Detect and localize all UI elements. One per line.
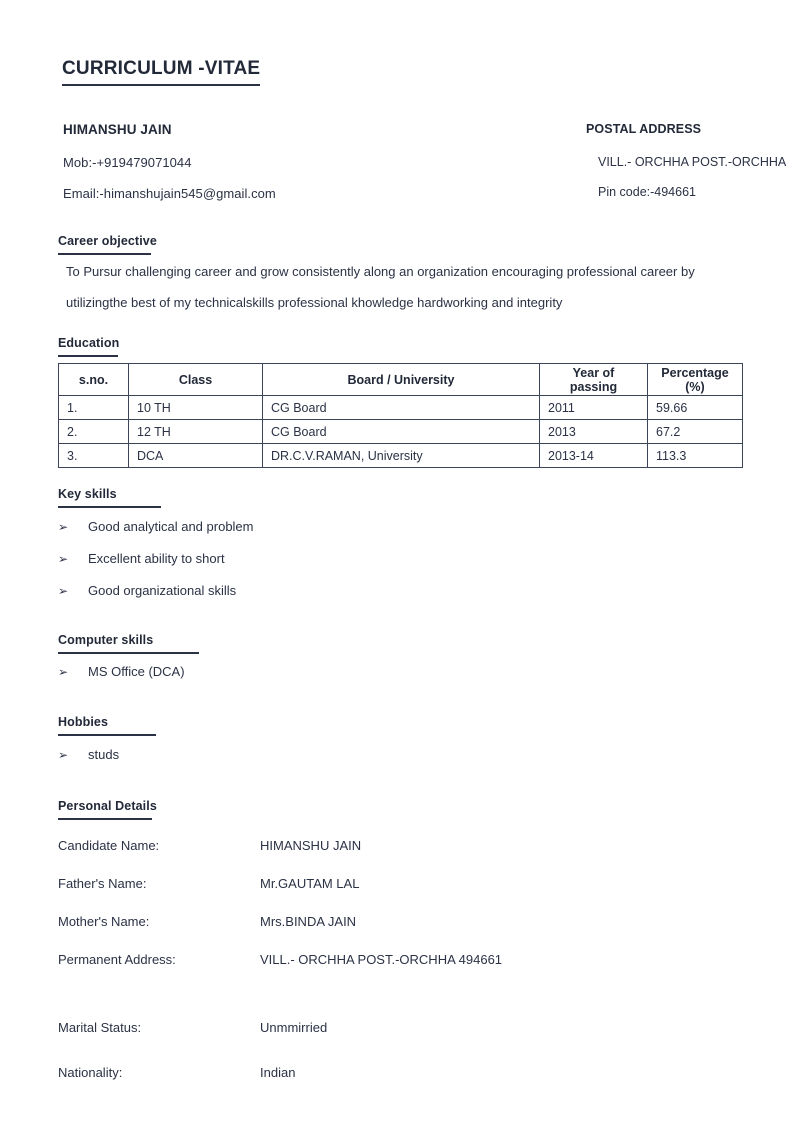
section-heading-career-objective bbox=[58, 234, 157, 255]
section-heading-hobbies bbox=[58, 715, 156, 736]
arrow-bullet-icon: ➢ bbox=[58, 519, 69, 534]
computer-skills-list bbox=[58, 664, 185, 679]
column-header-percentage: Percentage (%) bbox=[648, 364, 743, 396]
cell-class: 10 TH bbox=[129, 396, 263, 420]
detail-value: Indian bbox=[260, 1065, 296, 1080]
list-item-label: MS Office (DCA) bbox=[88, 664, 185, 679]
arrow-bullet-icon: ➢ bbox=[58, 664, 69, 679]
detail-value: Mrs.BINDA JAIN bbox=[260, 914, 357, 929]
detail-label: Candidate Name: bbox=[58, 838, 160, 853]
education-heading-text: Education bbox=[58, 336, 120, 350]
heading-underline bbox=[58, 506, 161, 508]
cell-class: DCA bbox=[129, 444, 263, 468]
career-objective-body bbox=[66, 264, 766, 310]
table-row bbox=[59, 444, 743, 468]
postal-pin-code: Pin code:-494661 bbox=[598, 185, 696, 199]
cell-sno: 1. bbox=[59, 396, 129, 420]
email-address: Email:-himanshujain545@gmail.com bbox=[63, 186, 276, 201]
list-item bbox=[58, 747, 119, 762]
education-table bbox=[58, 363, 743, 468]
list-item bbox=[58, 519, 286, 534]
heading-underline bbox=[58, 734, 156, 736]
section-heading-computer-skills bbox=[58, 633, 199, 654]
detail-row-mothers-name bbox=[58, 914, 698, 929]
cell-year: 2013 bbox=[540, 420, 648, 444]
cell-percentage: 113.3 bbox=[648, 444, 743, 468]
detail-label: Nationality: bbox=[58, 1065, 123, 1080]
key-skills-list bbox=[58, 519, 286, 598]
postal-address-block bbox=[586, 122, 800, 215]
heading-underline bbox=[58, 355, 118, 357]
detail-value: Mr.GAUTAM LAL bbox=[260, 876, 360, 891]
detail-row-nationality bbox=[58, 1065, 698, 1080]
candidate-name: HIMANSHU JAIN bbox=[63, 122, 172, 137]
mobile-number: Mob:-+919479071044 bbox=[63, 155, 192, 170]
cell-board: CG Board bbox=[263, 420, 540, 444]
heading-underline bbox=[58, 253, 151, 255]
postal-address-title: POSTAL ADDRESS bbox=[586, 122, 702, 136]
table-header-row bbox=[59, 364, 743, 396]
list-item bbox=[58, 583, 286, 598]
career-objective-line-2: utilizingthe best of my technicalskills professional khowledge hardworking and integrity bbox=[66, 295, 563, 310]
section-heading-education bbox=[58, 336, 119, 357]
cell-class: 12 TH bbox=[129, 420, 263, 444]
detail-label: Marital Status: bbox=[58, 1020, 142, 1035]
hobbies-list bbox=[58, 747, 119, 762]
cell-percentage: 67.2 bbox=[648, 420, 743, 444]
cell-sno: 3. bbox=[59, 444, 129, 468]
heading-underline bbox=[58, 818, 152, 820]
section-heading-key-skills bbox=[58, 487, 161, 508]
detail-value: Unmmirried bbox=[260, 1020, 328, 1035]
cell-year: 2011 bbox=[540, 396, 648, 420]
detail-label: Permanent Address: bbox=[58, 952, 176, 967]
career-objective-line-1: To Pursur challenging career and grow consistently along an organization encouraging professional career by bbox=[66, 264, 695, 279]
arrow-bullet-icon: ➢ bbox=[58, 551, 69, 566]
detail-row-marital-status bbox=[58, 1020, 698, 1035]
hobbies-heading-text: Hobbies bbox=[58, 715, 109, 729]
column-header-board: Board / University bbox=[263, 364, 540, 396]
arrow-bullet-icon: ➢ bbox=[58, 747, 69, 762]
table-row bbox=[59, 420, 743, 444]
list-item bbox=[58, 551, 286, 566]
column-header-year: Year of passing bbox=[540, 364, 648, 396]
section-heading-personal-details bbox=[58, 799, 157, 820]
detail-row-candidate-name bbox=[58, 838, 698, 853]
detail-row-permanent-address bbox=[58, 952, 698, 967]
detail-label: Father's Name: bbox=[58, 876, 147, 891]
key-skills-heading-text: Key skills bbox=[58, 487, 117, 501]
detail-value: HIMANSHU JAIN bbox=[260, 838, 362, 853]
postal-address-line: VILL.- ORCHHA POST.-ORCHHA bbox=[598, 155, 787, 169]
list-item-label: Good analytical and problem bbox=[88, 519, 254, 534]
cell-board: DR.C.V.RAMAN, University bbox=[263, 444, 540, 468]
computer-skills-heading-text: Computer skills bbox=[58, 633, 154, 647]
page-title: CURRICULUM -VITAE bbox=[62, 58, 260, 86]
column-header-sno: s.no. bbox=[59, 364, 129, 396]
personal-details-heading-text: Personal Details bbox=[58, 799, 157, 813]
arrow-bullet-icon: ➢ bbox=[58, 583, 69, 598]
cell-board: CG Board bbox=[263, 396, 540, 420]
career-objective-heading-text: Career objective bbox=[58, 234, 157, 248]
personal-details-list bbox=[58, 838, 698, 1080]
candidate-header bbox=[63, 122, 523, 217]
list-item bbox=[58, 664, 185, 679]
list-item-label: Excellent ability to short bbox=[88, 551, 225, 566]
cell-sno: 2. bbox=[59, 420, 129, 444]
cell-percentage: 59.66 bbox=[648, 396, 743, 420]
list-item-label: studs bbox=[88, 747, 120, 762]
cell-year: 2013-14 bbox=[540, 444, 648, 468]
table-row bbox=[59, 396, 743, 420]
detail-row-fathers-name bbox=[58, 876, 698, 891]
column-header-class: Class bbox=[129, 364, 263, 396]
document-title-container bbox=[62, 58, 260, 86]
heading-underline bbox=[58, 652, 199, 654]
list-item-label: Good organizational skills bbox=[88, 583, 237, 598]
detail-label: Mother's Name: bbox=[58, 914, 150, 929]
detail-value: VILL.- ORCHHA POST.-ORCHHA 494661 bbox=[260, 952, 503, 967]
